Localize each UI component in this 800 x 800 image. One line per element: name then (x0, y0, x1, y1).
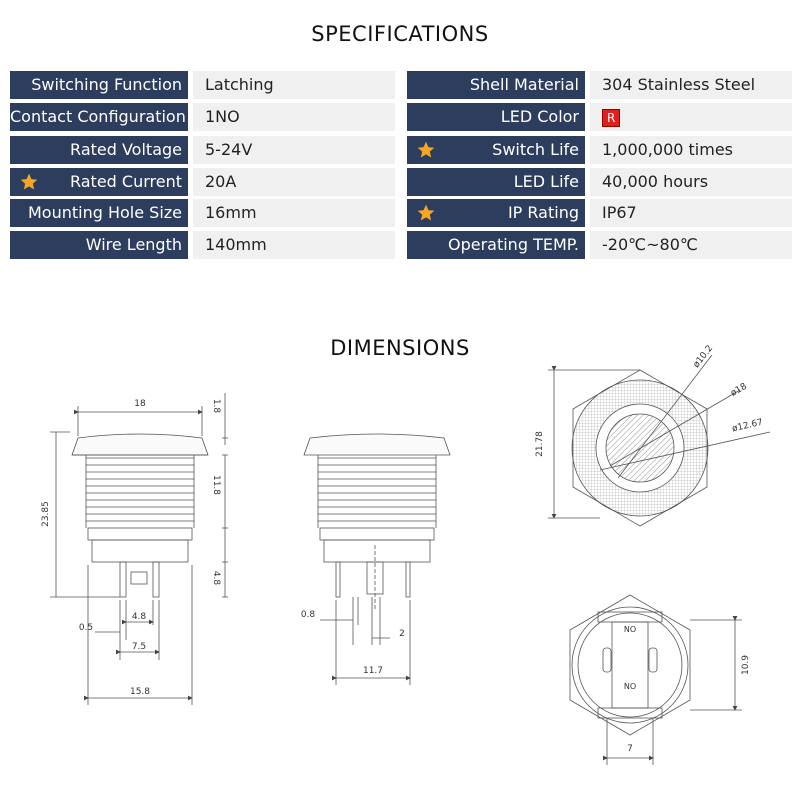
top-view-drawing (548, 355, 770, 526)
dim-4-8-terminal: 4.8 (211, 570, 221, 586)
dim-10-9: 10.9 (741, 654, 751, 676)
spec-value: 1,000,000 times (590, 136, 792, 164)
dim-23-85: 23.85 (41, 501, 51, 527)
spec-label: IP Rating (407, 199, 585, 227)
dim-7: 7 (627, 744, 633, 754)
spec-row (10, 231, 395, 259)
dim-dia-12-67: ø12.67 (731, 417, 764, 435)
spec-label: Operating TEMP. (407, 231, 585, 259)
spec-value: 40,000 hours (590, 168, 792, 196)
front-view-labels (301, 610, 405, 676)
bottom-view-labels (624, 625, 751, 754)
terminal-label-top: NO (623, 625, 637, 634)
spec-label: LED Life (407, 168, 585, 196)
star-icon (18, 172, 40, 192)
spec-label: Switch Life (407, 136, 585, 164)
spec-row (407, 136, 792, 164)
spec-value: Latching (193, 71, 395, 99)
spec-row (10, 199, 395, 227)
spec-row (10, 168, 395, 196)
led-color-badge: R (602, 109, 620, 127)
spec-value: 304 Stainless Steel (590, 71, 792, 99)
spec-value (590, 103, 792, 131)
terminal-label-bottom: NO (623, 682, 637, 691)
spec-label: Shell Material (407, 71, 585, 99)
spec-row (407, 199, 792, 227)
spec-row (10, 71, 395, 99)
dim-4-8-spacing: 4.8 (131, 612, 147, 622)
dim-2: 2 (399, 629, 405, 639)
top-view-labels (535, 344, 764, 457)
spec-value: IP67 (590, 199, 792, 227)
dim-18: 18 (134, 399, 146, 409)
dim-15-8: 15.8 (129, 687, 151, 697)
bottom-view-drawing (570, 595, 742, 765)
spec-label: Wire Length (10, 231, 188, 259)
dim-0-5: 0.5 (78, 623, 94, 633)
spec-value: 1NO (193, 103, 395, 131)
spec-row (407, 71, 792, 99)
spec-value: 5-24V (193, 136, 395, 164)
spec-value: -20℃~80℃ (590, 231, 792, 259)
dim-0-8: 0.8 (300, 610, 316, 620)
star-icon (415, 203, 437, 223)
spec-label: Contact Configuration (10, 103, 188, 131)
dimensions-title: DIMENSIONS (330, 336, 470, 360)
front-view-drawing (304, 434, 450, 685)
spec-row (10, 136, 395, 164)
spec-row (10, 103, 395, 131)
spec-value: 16mm (193, 199, 395, 227)
dim-1-8: 1.8 (211, 398, 221, 414)
thread-lines (86, 455, 194, 528)
spec-label: Mounting Hole Size (10, 199, 188, 227)
spec-row (407, 231, 792, 259)
side-view-labels (41, 399, 221, 697)
dim-21-78: 21.78 (535, 431, 545, 457)
spec-row (407, 103, 792, 131)
dim-7-5: 7.5 (131, 642, 147, 652)
dim-11-8: 11.8 (211, 474, 221, 496)
spec-value: 140mm (193, 231, 395, 259)
star-icon (415, 140, 437, 160)
dim-dia-18: ø18 (729, 381, 749, 399)
spec-label: LED Color (407, 103, 585, 131)
spec-label: Switching Function (10, 71, 188, 99)
specifications-title: SPECIFICATIONS (311, 22, 489, 46)
spec-label: Rated Voltage (10, 136, 188, 164)
spec-value: 20A (193, 168, 395, 196)
dim-dia-10-2: ø10.2 (691, 343, 716, 370)
dim-11-7: 11.7 (362, 666, 384, 676)
spec-row (407, 168, 792, 196)
spec-label: Rated Current (10, 168, 188, 196)
side-view-drawing (50, 393, 228, 705)
